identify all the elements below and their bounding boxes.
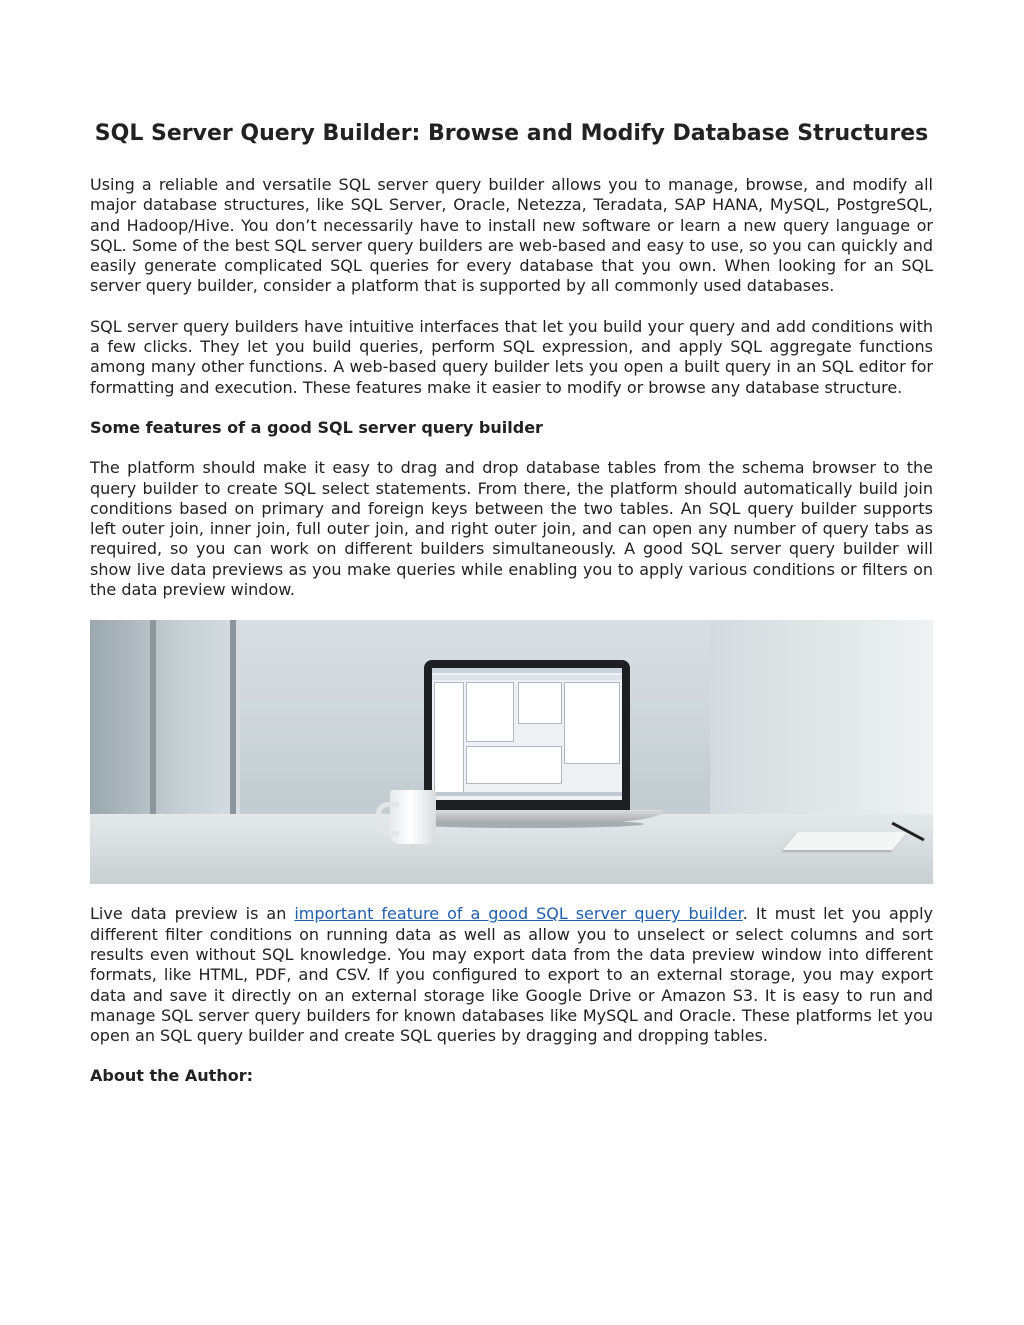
query-builder-screenshot [432, 668, 622, 800]
second-paragraph: SQL server query builders have intuitive interfaces that let you build your query and add conditions with a few clicks. They let you build queries, perform SQL expression, and apply SQL aggregate functions among many other functions. A web-based query builder lets you open a built query in an SQL editor for formatting and execution. These features make it easier to modify or browse any database structure. [90, 316, 933, 397]
notebook [782, 832, 907, 850]
page-title: SQL Server Query Builder: Browse and Modify Database Structures [94, 121, 929, 146]
laptop-screen [424, 660, 630, 810]
author-heading: About the Author: [90, 1066, 253, 1086]
features-paragraph: The platform should make it easy to drag and drop database tables from the schema browser to the query builder to create SQL select statements. From there, the platform should automatically build join conditions based on primary and foreign keys between the two tables. An SQL query builder supports left outer join, inner join, full outer join, and right outer join, and can open any number of query tabs as required, so you can work on different builders simultaneously. A good SQL server query builder will show live data previews as you make queries while enabling you to apply various conditions or filters on the data preview window. [90, 458, 933, 600]
live-preview-paragraph: Live data preview is an important feature of a good SQL server query builder. It must let you apply different filter conditions on running data as well as allow you to unselect or select columns and sort results even without SQL knowledge. You may export data from the data preview window into different formats, like HTML, PDF, and CSV. If you configured to export to an external storage, you may export data and save it directly on an external storage like Google Drive or Amazon S3. It is easy to run and manage SQL server query builders for known databases like MySQL and Oracle. These platforms let you open an SQL query builder and create SQL queries by dragging and dropping tables. [90, 904, 933, 1046]
features-heading: Some features of a good SQL server query builder [90, 417, 543, 437]
coffee-mug [390, 790, 436, 844]
window-background-right [710, 620, 933, 820]
window-frame [230, 620, 236, 820]
laptop-photo [90, 620, 933, 884]
window-frame [150, 620, 156, 820]
document-page [90, 118, 933, 1087]
feature-link[interactable]: important feature of a good SQL server query builder [294, 904, 743, 924]
intro-paragraph: Using a reliable and versatile SQL server query builder allows you to manage, browse, and modify all major database structures, like SQL Server, Oracle, Netezza, Teradata, SAP HANA, MySQL, PostgreSQL, and Hadoop/Hive. You don’t necessarily have to install new software or learn a new query language or SQL. Some of the best SQL server query builders are web-based and easy to use, so you can quickly and easily generate complicated SQL queries for every database that you own. When looking for an SQL server query builder, consider a platform that is supported by all commonly used databases. [90, 175, 933, 296]
